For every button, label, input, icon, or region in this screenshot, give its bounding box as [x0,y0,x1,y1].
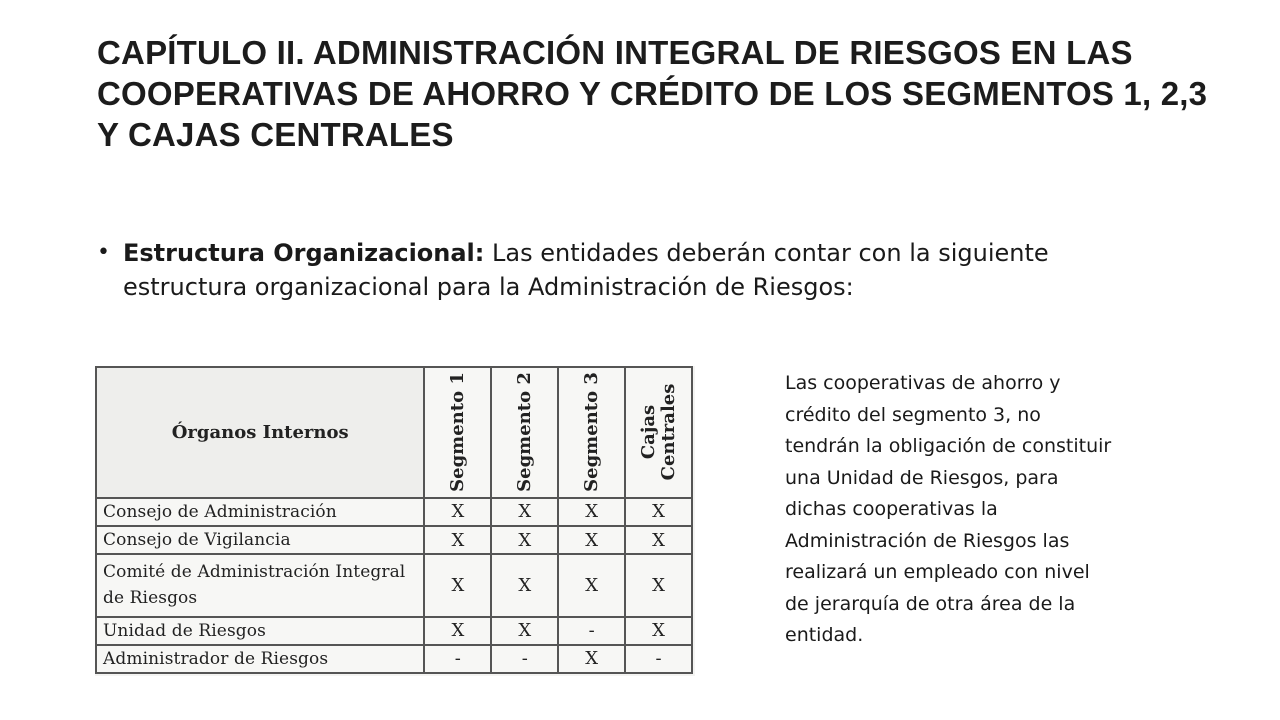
header-segmento-3 [558,367,625,498]
row-label: Administrador de Riesgos [96,645,424,673]
row-mark: - [491,645,558,673]
header-label: Segmento 3 [580,372,602,493]
bullet-body: Las entidades deberán contar con la siguiente estructura organizacional para la Administración de Riesgos: [123,239,1049,301]
row-mark: X [424,526,491,554]
bullet-point [97,236,1147,304]
bullet-label: Estructura Organizacional: [123,239,485,267]
table-row [96,645,692,673]
header-organos-internos: Órganos Internos [96,367,424,498]
header-segmento-1 [424,367,491,498]
row-mark: - [558,617,625,645]
organization-table-image [95,366,695,676]
row-mark: X [558,645,625,673]
header-label: Cajas Centrales [637,384,679,481]
table-row [96,617,692,645]
table-header-row [96,367,692,498]
bullet-icon: • [97,240,110,265]
header-label: Segmento 1 [446,372,468,493]
row-mark: X [424,498,491,526]
row-mark: X [424,617,491,645]
row-mark: - [625,645,692,673]
row-label: Comité de Administración Integral de Riesgos [96,554,424,616]
bullet-text [123,236,1147,304]
row-label: Consejo de Vigilancia [96,526,424,554]
row-label: Unidad de Riesgos [96,617,424,645]
header-cajas-centrales [625,367,692,498]
header-label: Segmento 2 [513,372,535,493]
row-mark: X [491,554,558,616]
row-mark: X [491,498,558,526]
row-mark: X [558,526,625,554]
row-mark: X [625,554,692,616]
row-mark: X [625,617,692,645]
table-row [96,526,692,554]
row-mark: X [625,498,692,526]
header-segmento-2 [491,367,558,498]
row-label: Consejo de Administración [96,498,424,526]
row-mark: - [424,645,491,673]
organization-table [95,366,693,674]
row-mark: X [558,554,625,616]
table-row [96,498,692,526]
side-note: Las cooperativas de ahorro y crédito del segmento 3, no tendrán la obligación de constituir una Unidad de Riesgos, para dichas cooperativas la Administración de Riesgos las realizará un empleado con nivel de jerarquía de otra área de la entidad. [785,372,1112,646]
page-title: CAPÍTULO II. ADMINISTRACIÓN INTEGRAL DE RIESGOS EN LAS COOPERATIVAS DE AHORRO Y CRÉDITO DE LOS SEGMENTOS 1, 2,3 Y CAJAS CENTRALES [97,34,1208,153]
row-mark: X [424,554,491,616]
row-mark: X [491,526,558,554]
row-mark: X [558,498,625,526]
table-row [96,554,692,616]
row-mark: X [491,617,558,645]
row-mark: X [625,526,692,554]
